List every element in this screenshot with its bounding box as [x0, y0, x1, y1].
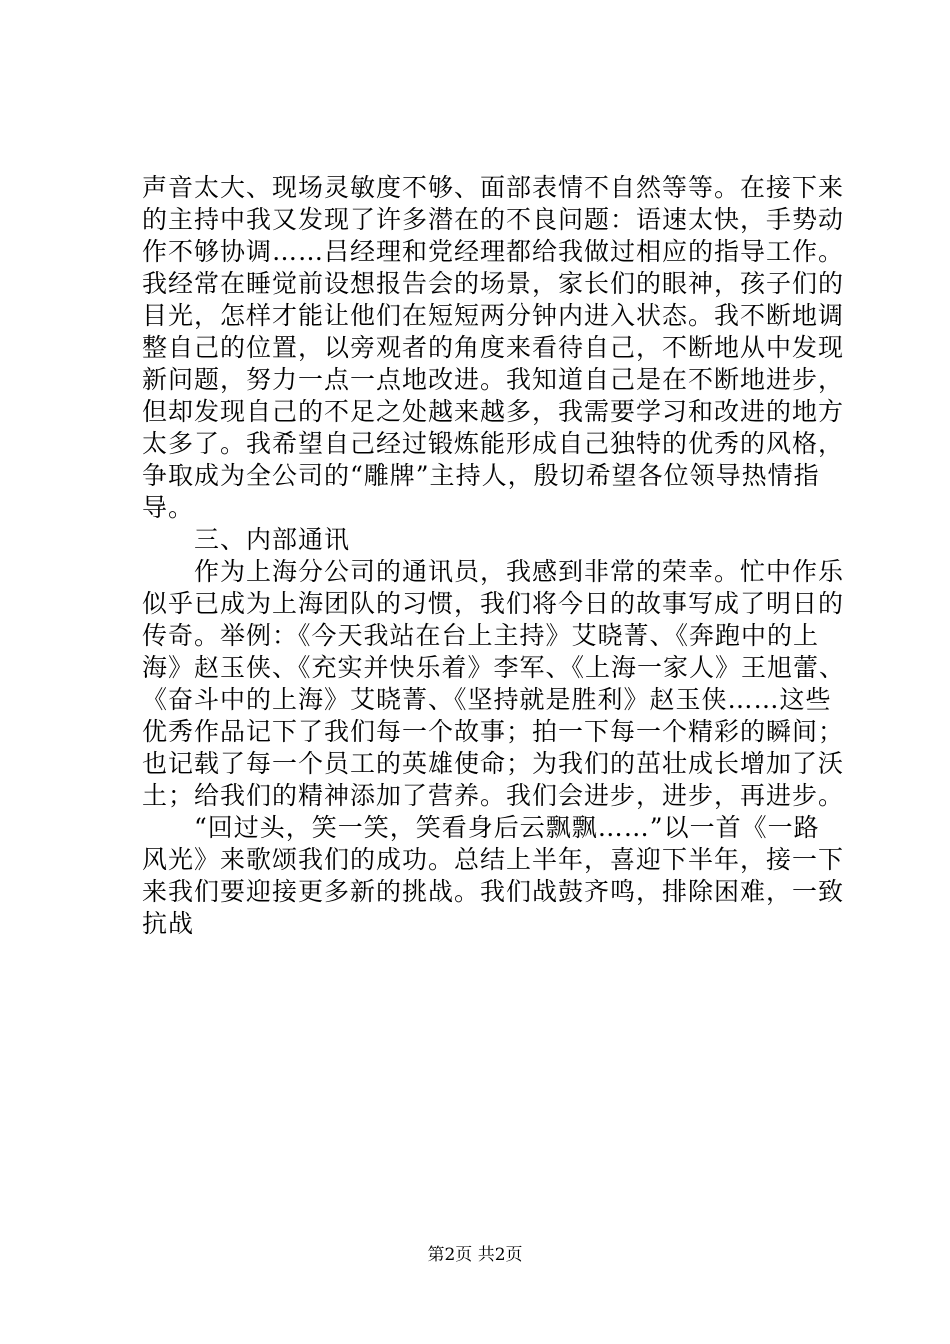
text-line: 的主持中我又发现了许多潜在的不良问题：语速太快，手势动 — [142, 205, 845, 234]
text-line: 也记载了每一个员工的英雄使命；为我们的茁壮成长增加了沃 — [142, 749, 845, 778]
text-line: 优秀作品记下了我们每一个故事；拍一下每一个精彩的瞬间； — [142, 717, 845, 746]
text-line: 作为上海分公司的通讯员，我感到非常的荣幸。忙中作乐 — [142, 557, 845, 586]
text-line: 整自己的位置，以旁观者的角度来看待自己，不断地从中发现 — [142, 333, 845, 362]
text-line: 太多了。我希望自己经过锻炼能形成自己独特的优秀的风格， — [142, 429, 845, 458]
text-line: 似乎已成为上海团队的习惯，我们将今日的故事写成了明日的 — [142, 589, 845, 618]
text-line: 来我们要迎接更多新的挑战。我们战鼓齐鸣，排除困难，一致 — [142, 877, 845, 906]
text-line: “回过头，笑一笑，笑看身后云飘飘……”以一首《一路 — [142, 813, 820, 842]
text-line: 目光，怎样才能让他们在短短两分钟内进入状态。我不断地调 — [142, 301, 845, 330]
text-line: 海》赵玉侠、《充实并快乐着》李军、《上海一家人》王旭蕾、 — [142, 653, 846, 682]
text-line: 作不够协调……吕经理和党经理都给我做过相应的指导工作。 — [142, 237, 845, 266]
text-line: 土；给我们的精神添加了营养。我们会进步，进步，再进步。 — [142, 781, 845, 810]
text-line: 新问题，努力一点一点地改进。我知道自己是在不断地进步， — [142, 365, 845, 394]
page-footer — [0, 1244, 950, 1266]
text-line: 但却发现自己的不足之处越来越多，我需要学习和改进的地方 — [142, 397, 845, 426]
text-line: 风光》来歌颂我们的成功。总结上半年，喜迎下半年，接一下 — [142, 845, 845, 874]
text-line: 《奋斗中的上海》艾晓菁、《坚持就是胜利》赵玉侠……这些 — [142, 685, 832, 714]
text-line: 争取成为全公司的“雕牌”主持人，殷切希望各位领导热情指 — [142, 461, 820, 490]
page-number: 第2页 共2页 — [427, 1245, 523, 1265]
text-line: 声音太大、现场灵敏度不够、面部表情不自然等等。在接下来 — [142, 173, 845, 202]
body-text — [142, 172, 852, 940]
text-line: 传奇。举例：《今天我站在台上主持》艾晓菁、《奔跑中的上 — [142, 621, 820, 650]
text-line: 导。 — [142, 493, 195, 522]
text-line: 我经常在睡觉前设想报告会的场景，家长们的眼神，孩子们的 — [142, 269, 845, 298]
text-line: 抗战 — [142, 909, 195, 938]
section-heading: 三、内部通讯 — [142, 525, 351, 554]
